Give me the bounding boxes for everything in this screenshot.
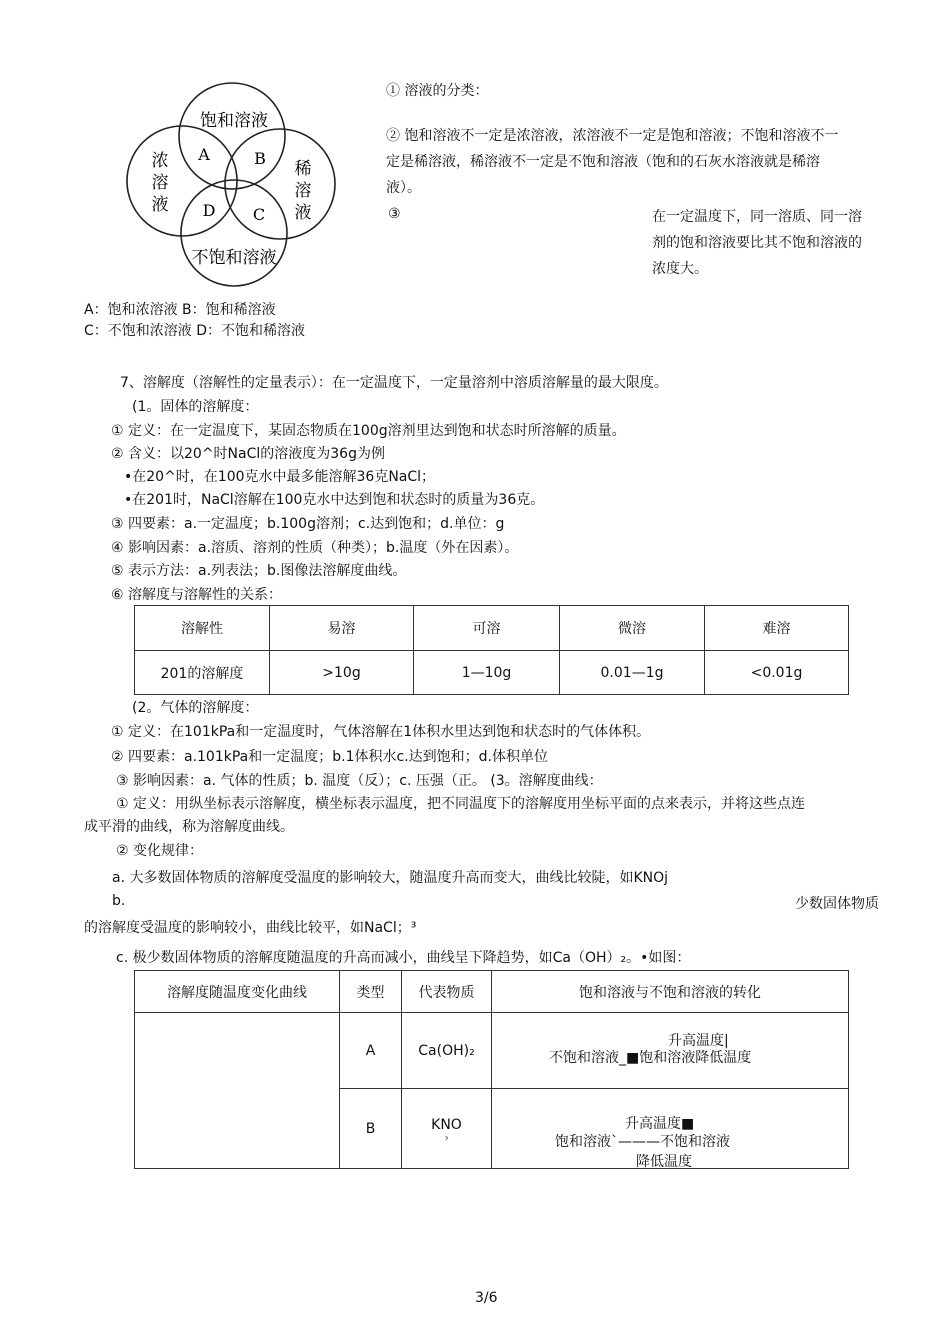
curve-rule-b-right: 少数固体物质 xyxy=(795,896,879,912)
solid-meaning-a: •在20^时，在100克水中最多能溶解36克NaCl； xyxy=(124,469,436,485)
solid-relation: ⑥ 溶解度与溶解性的关系： xyxy=(111,587,283,603)
table1-cell: 1—10g xyxy=(414,651,560,695)
curve-definition-1: ① 定义：用纵坐标表示溶解度，横坐标表示温度，把不同温度下的溶解度用坐标平面的点来表示，并将这些点连 xyxy=(116,796,805,812)
region-a: A xyxy=(198,145,210,164)
gas-solubility-heading: (2。气体的溶解度： xyxy=(132,700,259,716)
row-b-up-label: 升高温度■ xyxy=(625,1116,695,1132)
conversion-table xyxy=(134,970,849,1169)
solid-solubility-heading: (1。固体的溶解度： xyxy=(132,399,259,415)
table2-header: 类型 xyxy=(340,971,402,1013)
label-unsaturated: 不饱和溶液 xyxy=(191,248,277,268)
circle-dilute xyxy=(225,129,335,239)
note-2-line2: 定是稀溶液，稀溶液不一定是不饱和溶液（饱和的石灰水溶液就是稀溶 xyxy=(386,154,820,170)
table1-cell: 201的溶解度 xyxy=(135,651,270,695)
table1-header: 难溶 xyxy=(705,606,849,651)
label-dilute-3: 液 xyxy=(294,203,312,223)
row-a-main: 不饱和溶液_■饱和溶液降低温度 xyxy=(549,1050,752,1066)
table1-cell: 0.01—1g xyxy=(560,651,705,695)
circle-unsaturated xyxy=(181,180,287,286)
label-dilute-2: 溶 xyxy=(294,181,312,201)
table1-cell: <0.01g xyxy=(705,651,849,695)
table2-header: 溶解度随温度变化曲线 xyxy=(135,971,340,1013)
note-3-mark: ③ xyxy=(388,206,401,222)
solid-meaning-b: •在201时，NaCl溶解在100克水中达到饱和状态时的质量为36克。 xyxy=(124,492,545,508)
circle-saturated xyxy=(179,83,285,189)
row-b-substance-main: KNO xyxy=(431,1117,462,1133)
row-b-down-label: 降低温度 xyxy=(636,1154,692,1170)
row-b-substance xyxy=(402,1089,492,1169)
venn-caption-2: C：不饱和浓溶液 D：不饱和稀溶液 xyxy=(84,323,306,339)
note-2-line3: 液）。 xyxy=(386,180,421,196)
curve-image-cell xyxy=(135,1013,340,1169)
region-c: C xyxy=(252,205,266,224)
label-concentrated-2: 溶 xyxy=(151,173,169,193)
table1-header: 溶解性 xyxy=(135,606,270,651)
note-2-line1: ② 饱和溶液不一定是浓溶液，浓溶液不一定是饱和溶液；不饱和溶液不一 xyxy=(386,128,839,144)
note-classification: ① 溶液的分类： xyxy=(386,83,489,99)
solid-representation: ⑤ 表示方法：a.列表法；b.图像法溶解度曲线。 xyxy=(111,563,407,579)
row-a-type: A xyxy=(340,1013,402,1089)
note-3-line3: 浓度大。 xyxy=(652,261,708,277)
curve-rule-b-line2: 的溶解度受温度的影响较小，曲线比较平，如NaCl；³ xyxy=(84,920,417,936)
gas-factors: ③ 影响因素：a. 气体的性质；b. 温度（反）；c. 压强（正。 (3。溶解度曲线： xyxy=(116,773,603,789)
row-b-substance-sub: ³ xyxy=(444,1135,449,1144)
solid-definition: ① 定义：在一定温度下，某固态物质在100g溶剂里达到饱和状态时所溶解的质量。 xyxy=(111,423,626,439)
table2-header: 代表物质 xyxy=(402,971,492,1013)
table1-header: 可溶 xyxy=(414,606,560,651)
region-b: B xyxy=(254,149,266,168)
curve-rule-c: c. 极少数固体物质的溶解度随温度的升高而减小，曲线呈下降趋势，如Ca（OH）₂。•如图： xyxy=(116,950,691,966)
row-a-substance: Ca(OH)₂ xyxy=(402,1013,492,1089)
label-dilute-1: 稀 xyxy=(294,159,312,179)
table1-header: 微溶 xyxy=(560,606,705,651)
row-b-type: B xyxy=(340,1089,402,1169)
row-b-main: 饱和溶液`———不饱和溶液 xyxy=(555,1134,730,1150)
table2-header: 饱和溶液与不饱和溶液的转化 xyxy=(492,971,849,1013)
region-d: D xyxy=(202,201,216,220)
page-number: 3/6 xyxy=(475,1290,498,1306)
gas-definition: ① 定义：在101kPa和一定温度时，气体溶解在1体积水里达到饱和状态时的气体体积。 xyxy=(111,724,651,740)
table1-cell: >10g xyxy=(270,651,414,695)
label-saturated: 饱和溶液 xyxy=(200,111,268,131)
curve-definition-2: 成平滑的曲线，称为溶解度曲线。 xyxy=(84,819,294,835)
curve-rule-b-mark: b. xyxy=(112,893,126,909)
table1-header: 易溶 xyxy=(270,606,414,651)
venn-diagram xyxy=(120,78,345,293)
row-b-conversion xyxy=(492,1089,849,1169)
venn-caption-1: A：饱和浓溶液 B：饱和稀溶液 xyxy=(84,302,276,318)
solubility-table xyxy=(134,605,849,695)
section-7-title: 7、溶解度（溶解性的定量表示）：在一定温度下，一定量溶剂中溶质溶解量的最大限度。 xyxy=(120,375,668,391)
curve-rule-a: a. 大多数固体物质的溶解度受温度的影响较大，随温度升高而变大，曲线比较陡，如KNOj xyxy=(112,870,669,886)
gas-four-elements: ② 四要素：a.101kPa和一定温度；b.1体积水c.达到饱和；d.体积单位 xyxy=(111,749,548,765)
solid-factors: ④ 影响因素：a.溶质、溶剂的性质（种类）；b.温度（外在因素）。 xyxy=(111,540,519,556)
solid-four-elements: ③ 四要素：a.一定温度；b.100g溶剂；c.达到饱和；d.单位：g xyxy=(111,516,505,532)
note-3-line2: 剂的饱和溶液要比其不饱和溶液的 xyxy=(652,235,862,251)
label-concentrated-3: 液 xyxy=(151,195,169,215)
curve-rules: ② 变化规律： xyxy=(116,843,204,859)
row-a-conversion xyxy=(492,1013,849,1089)
note-3-line1: 在一定温度下，同一溶质、同一溶 xyxy=(652,209,862,225)
label-concentrated-1: 浓 xyxy=(151,151,169,171)
row-a-up-label: 升高温度| xyxy=(668,1033,729,1049)
solid-meaning: ② 含义：以20^时NaCl的溶液度为36g为例 xyxy=(111,446,385,462)
